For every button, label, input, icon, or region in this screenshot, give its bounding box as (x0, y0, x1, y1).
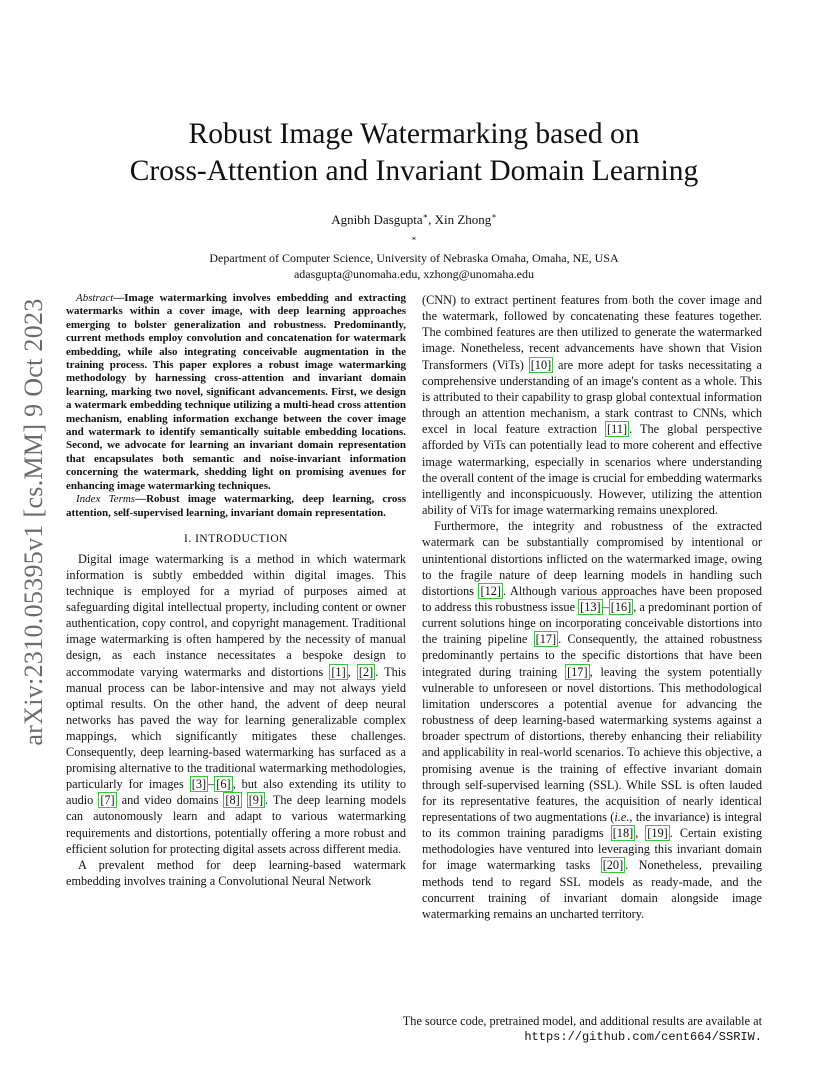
citation-link[interactable]: [3] (191, 777, 207, 792)
citation-link[interactable]: [19] (647, 826, 668, 841)
index-terms (66, 493, 406, 520)
em-dash: — (113, 292, 125, 304)
text-run: , leaving the system potentially vulnerable to unforeseen or novel distortions. This methodological limitation underscores a potential avenue for advancing the robustness of deep learning-based watermarking systems against a broader spectrum of distortions, thereby enhancing their reliability and applicability in real-world scenarios. To achieve this objective, a promising avenue is the training of effective invariant domain through self-supervised learning (SSL). While SSL is often lauded for its representative features, the acquisition of nearly identical representations of two augmentations ( (422, 664, 762, 824)
citation-link[interactable]: [17] (567, 664, 588, 679)
right-paragraph-2 (422, 518, 762, 922)
text-run: . Nonetheless, prevailing methods tend to regard SSL models as ready-made, and the concurrent training of invariant domain alongside image watermarking remains an uncharted territory. (422, 858, 762, 921)
text-run: . Consequently, the attained robustness predominantly pertains to the specific distortions that have been integrated during training (422, 632, 762, 679)
citation-link[interactable]: [20] (602, 858, 624, 873)
paper-title-block (60, 116, 768, 190)
text-run: Digital image watermarking is a method in which watermark information is subtly embedded within digital images. This technique is employed for a myriad of purposes aimed at safeguarding digital intellectual property, including content or owner authentication, copy control, and copyright management. Traditional image watermarking is often hampered by the necessity of manual design, as each instance necessitates a bespoke design to accommodate varying watermarks and distortions (66, 551, 406, 679)
text-run: . Certain existing methodologies have ventured into leveraging this invariant domain for image watermarking tasks (422, 826, 762, 873)
right-column (422, 292, 762, 922)
arxiv-identifier: arXiv:2310.05395v1 [cs.MM] 9 Oct 2023 (19, 298, 48, 746)
citation-link[interactable]: [16] (610, 599, 632, 614)
text-run: . Although various approaches have been proposed to address this robustness issue (422, 583, 763, 614)
paper-title (60, 116, 768, 190)
italic-ie: i.e. (614, 810, 630, 824)
citation-link[interactable]: [17] (535, 632, 557, 647)
author-emails: adasgupta@unomaha.edu, xzhong@unomaha.edu (293, 267, 535, 281)
title-line-1: Robust Image Watermarking based on (188, 118, 640, 150)
text-run: . This manual process can be labor-intensive and may not always yield optimal results. On the other hand, the advent of deep neural networks has paved the way for learning generalizable complex mappings, which significantly mitigates these challenges. Consequently, deep learning-based watermarking has surfaced as a promising alternative to the traditional watermarking methodologies, particularly for images (66, 664, 406, 792)
right-paragraph-1 (422, 292, 762, 518)
author-separator: , (428, 212, 435, 227)
affiliation-text: Department of Computer Science, University of Nebraska Omaha, Omaha, NE, USA (209, 251, 619, 265)
affiliation-mark: ∗ (491, 211, 497, 221)
title-line-2: Cross-Attention and Invariant Domain Learning (129, 155, 699, 187)
affiliation-block (60, 234, 768, 282)
text-run: – (208, 777, 215, 792)
text-run: , a predominant portion of current solutions hinge on incorporating conceivable distortions into the training pipeline (422, 599, 763, 647)
text-run (242, 793, 247, 807)
index-terms-text: Robust image watermarking, deep learning, cross attention, self-supervised learning, invariant domain representation. (66, 493, 406, 519)
text-run: Furthermore, the integrity and robustness of the extracted watermark can be substantially compromised by intentional or unintentional distortions inflicted on the watermarked image, owing to the fragile nature of deep learning models in handling such distortions (422, 519, 762, 598)
left-column (66, 292, 406, 889)
text-run: . The global perspective afforded by ViTs can potentially lead to more coherent and effective image watermarking, especially in scenarios where understanding the overall content of the image is crucial for embedding watermarks intelligently and inconspicuously. However, utilizing the attention ability of ViTs for image watermarking remains unexplored. (422, 422, 762, 518)
citation-link[interactable]: [8] (225, 793, 240, 808)
citation-link[interactable]: [6] (216, 777, 231, 792)
affiliation-mark: ∗ (411, 234, 417, 243)
text-run: – (602, 599, 609, 614)
intro-paragraph-1 (66, 551, 406, 857)
footnote-url[interactable]: https://github.com/cent664/SSRIW. (524, 1030, 762, 1044)
section-heading-introduction: I. INTRODUCTION (184, 532, 288, 545)
citation-link[interactable]: [13] (580, 599, 601, 614)
citation-link[interactable]: [9] (248, 793, 264, 808)
text-run: (CNN) to extract pertinent features from both the cover image and the watermark, followed by concatenating these features together. The combined features are then utilized to generate the watermarked image. Nonetheless, recent advancements have shown that Vision Transformers (ViTs) (422, 293, 762, 372)
text-run: and video domains (116, 793, 224, 808)
author-name: Agnibh Dasgupta (331, 212, 423, 227)
citation-link[interactable]: [11] (607, 422, 628, 437)
abstract-label: Abstract (76, 292, 114, 304)
footnote (403, 1013, 762, 1045)
arxiv-sidebar (6, 282, 62, 762)
citation-link[interactable]: [2] (358, 664, 374, 679)
citation-link[interactable]: [1] (331, 664, 346, 679)
text-run: , the invariance) is integral to its common training paradigms (422, 810, 762, 841)
citation-link[interactable]: [10] (530, 357, 552, 372)
citation-link[interactable]: [18] (612, 826, 634, 841)
citation-link[interactable]: [12] (480, 583, 501, 598)
citation-link[interactable]: [7] (100, 793, 115, 808)
footnote-text: The source code, pretrained model, and additional results are available at (402, 1014, 762, 1028)
text-run: . The deep learning models can autonomously learn and adapt to various watermarking requirements and distortions, potentially offering a more robust and efficient solution for protecting digital assets across different media. (66, 793, 406, 856)
text-run: , (635, 826, 646, 841)
text-run: , (347, 664, 357, 679)
text-run: , but also extending its utility to audio (66, 777, 406, 808)
affiliation-line (60, 234, 768, 266)
abstract-text: Image watermarking involves embedding and extracting watermarks within a cover image, with deep learning approaches emerging to bolster generalization and robustness. Predominantly, current methods employ convolution and concatenation for watermark embedding, while also integrating conceivable augmentation in the training process. This paper explores a robust image watermarking methodology by harnessing cross-attention and invariant domain learning, marking two novel, significant advancements. First, we design a watermark embedding technique utilizing a multi-head cross attention mechanism, enabling information exchange between the cover image and watermark to identify semantically suitable embedding locations. Second, we advocate for learning an invariant domain representation that encapsulates both semantic and noise-invariant information concerning the watermark, shedding light on promising avenues for enhancing image watermarking techniques. (66, 292, 406, 492)
affiliation-mark: ∗ (422, 211, 429, 221)
index-terms-label: Index Terms (76, 493, 136, 506)
abstract (66, 292, 406, 493)
author-list (60, 211, 768, 228)
intro-paragraph-2: A prevalent method for deep learning-based watermark embedding involves training a Convolutional Neural Network (66, 857, 406, 888)
em-dash: — (135, 493, 147, 506)
text-run: are more adept for tasks necessitating a comprehensive understanding of an image's content as a whole. This is attributed to their capability to grasp global contextual information through an attention mechanism, a stark contrast to CNNs, which excel in local feature extraction (422, 357, 762, 437)
author-name: Xin Zhong (434, 212, 492, 227)
